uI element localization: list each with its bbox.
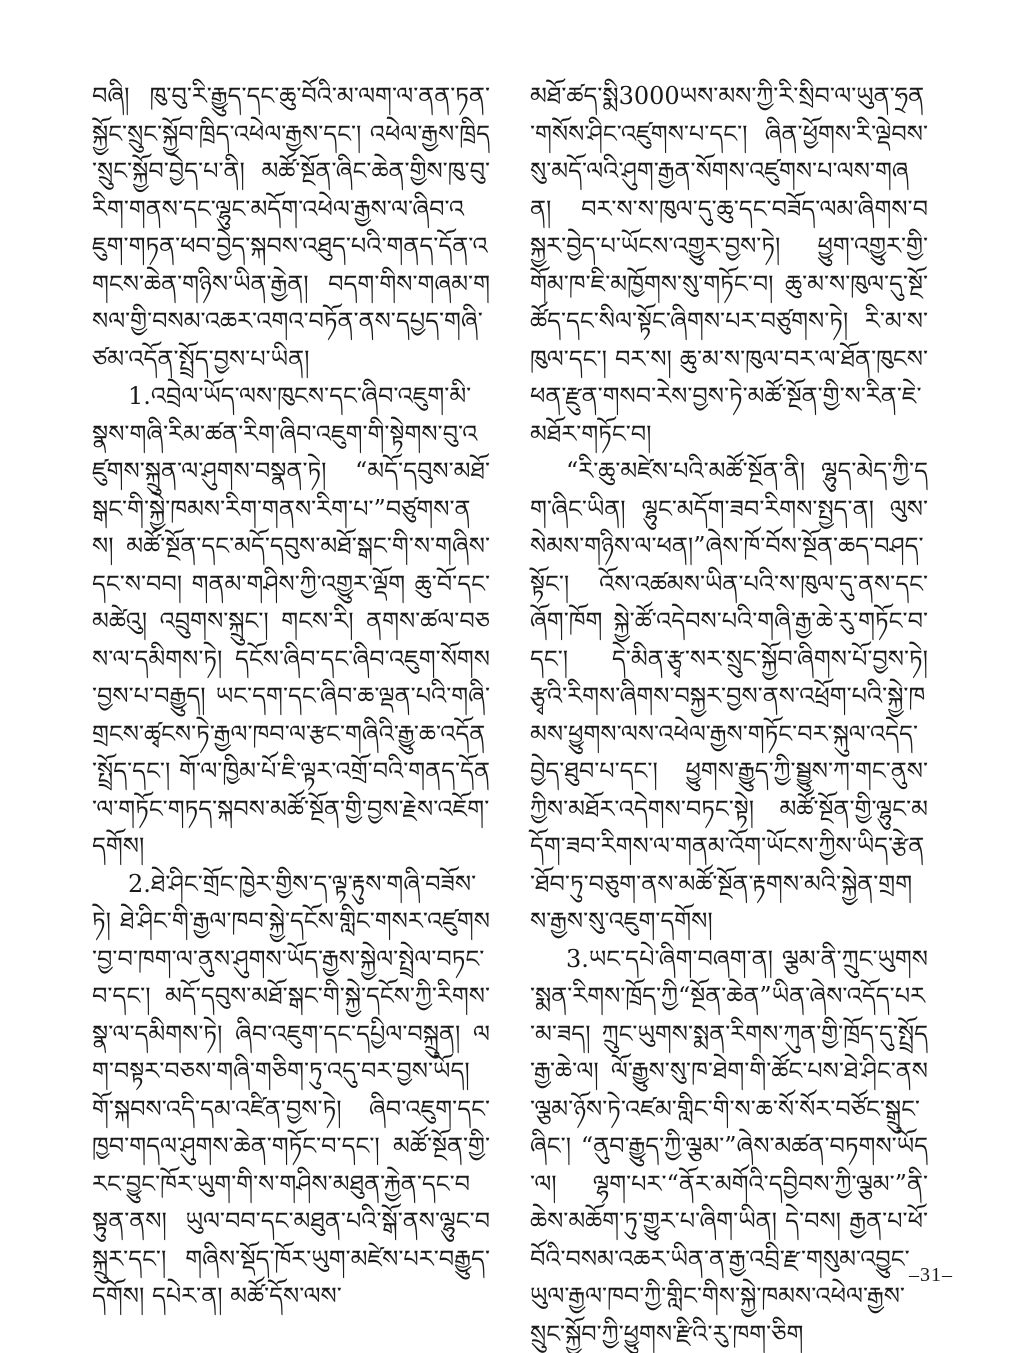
paragraph: བཞི། ཁུ་བུ་རི་རྒྱུད་དང་ཆུ་བོའི་མ་ལག་ལ་ནན་ཏན་སྐྱོང་སྲུང་སྐྱོབ་ཁྲིད་འཕེལ་རྒྱས་དང་། འཕེལ་རྒྱས་ཁྲིད་སྲུང་སྐྱོབ་བྱེད་པ་ནི། མཚོ་སྔོན་ཞིང་ཆེན་གྱིས་ཁུ་བུ་རིག་གནས་དང་ལྷུང་མདོག་འཕེལ་རྒྱས་ལ་ཞིབ་འཇུག་གཏན་ཕབ་བྱེད་སྐབས་འཐུད་པའི་གནད་དོན་འགངས་ཆེན་གཉིས་ཡིན་རྒྱེན། བདག་གིས་གཞམ་གསལ་གྱི་བསམ་འཆར་འགའ་བཏོན་ནས་དཔྱད་གཞི་ཙམ་འདོན་སྤྲོད་བྱས་པ་ཡིན། xyxy=(92,78,490,378)
left-column xyxy=(92,78,490,1316)
paragraph: མཐོ་ཚད་སྨི3000ཡས་མས་ཀྱི་རི་སྲིབ་ལ་ཡུན་ཧྲན་གསོས་ཤིང་འཛུགས་པ་དང་། ཞིན་ཕྱོགས་རི་ལྡེབས་སུ་མདོ་ལའི་ཤུག་རྒྱན་སོགས་འཛུགས་པ་ལས་གཞན། བར་ས་ས་ཁུལ་དུ་ཆུ་དང་བཟོད་ལམ་ཞིགས་བསྐྱར་བྱེད་པ་ཡོངས་འགྱུར་བྱས་ཏེ། ཕྱུག་འགྱུར་གྱི་གོམ་ཁ་ཇི་མཁྱོགས་སུ་གཏོང་བ། ཆུ་མ་ས་ཁུལ་དུ་སྔོ་ཚོད་དང་སིལ་སྟོང་ཞིགས་པར་བཙུགས་ཏེ། རི་མ་ས་ཁུལ་དང་། བར་ས། ཆུ་མ་ས་ཁུལ་བར་ལ་ཐོན་ཁུངས་ཕན་རྫུན་གསབ་རེས་བྱས་ཏེ་མཚོ་སྔོན་གྱི་ས་རིན་ཇེ་མཐོར་གཏོང་བ། xyxy=(530,78,928,453)
paragraph: 3.ཡང་དཔེ་ཞིག་བཞག་ན། ལྕམ་ནི་ཀྲུང་ཡུགས་སྨན་རིགས་ཁྲོད་ཀྱི“སྔོན་ཆེན”ཡིན་ཞེས་འདོད་པར་མ་ཟད། ཀྲུང་ཡུགས་སྨན་རིགས་ཀུན་གྱི་ཁྲོད་དུ་སྤྲོད་རྒྱ་ཆེ་ལ། ལོ་རྒྱུས་སུ་ཁ་ཐེག་གི་ཚོང་པས་ཐེ་ཤིང་ནས་ལྕམ་ཉོས་ཏེ་འཛམ་གླིང་གི་ས་ཆ་སོ་སོར་བཙོང་སྒྲུང་ཞིང་། “ནུབ་རྒྱུད་ཀྱི་ལྕམ་”ཞེས་མཚན་བཏགས་ཡོད་ལ། ལྷག་པར་“ནོར་མགོའི་དབྱིབས་ཀྱི་ལྕམ་”ནི་ཆེས་མཆོག་ཏུ་གྱུར་པ་ཞིག་ཡིན། དེ་བས། རྒྱན་པ་ཕོ་བོའི་བསམ་འཆར་ཡིན་ན་རྒྱ་འབྲི་རྫ་གསུམ་འབྱུང་ཡུལ་རྒྱལ་ཁབ་ཀྱི་གླིང་གིས་སྐྱེ་ཁམས་འཕེལ་རྒྱས་སྲུང་སྐྱོབ་ཀྱི་ཕྱུགས་རྫིའི་རུ་ཁག་ཅིག xyxy=(530,941,928,1353)
paragraph: “རི་ཆུ་མཛེས་པའི་མཚོ་སྔོན་ནི། ལྷུད་མེད་ཀྱི་དག་ཞིང་ཡིན། ལྷུང་མདོག་ཟབ་རིགས་སྤྱད་ན། ལུས་སེམས་གཉིས་ལ་ཕན།”ཞེས་ཁོ་བོས་སྔོན་ཆད་བཤད་སྟོང་། འོས་འཚམས་ཡིན་པའི་ས་ཁུལ་དུ་ནས་དང་ཞོག་ཁོག སྐྱེ་ཚོ་འདེབས་པའི་གཞི་རྒྱ་ཆེ་རུ་གཏོང་བ་དང་། དེ་མིན་རྩྭ་སར་སྲུང་སྐྱོབ་ཞིགས་པོ་བྱས་ཏེ། རྩྭའི་རིགས་ཞིགས་བསྐྱར་བྱས་ནས་འཕྲོག་པའི་སྐྱེ་ཁམས་ཕྱུགས་ལས་འཕེལ་རྒྱས་གཏོང་བར་སྐུལ་འདེད་བྱེད་ཐུབ་པ་དང་། ཕྱུགས་རྒྱུད་ཀྱི་སྦྱུས་ཀ་གང་ནུས་ཀྱིས་མཐོར་འདེགས་བཏང་སྟེ། མཚོ་སྔོན་གྱི་ལྷུང་མདོག་ཟབ་རིགས་ལ་གནམ་འོག་ཡོངས་ཀྱིས་ཡིད་རྩེན་ཐོབ་ཏུ་བཅུག་ནས་མཚོ་སྔོན་རྟགས་མའི་སྐྱེན་གྲགས་རྒྱས་སུ་འཇུག་དགོས། xyxy=(530,453,928,941)
right-column xyxy=(530,78,928,1353)
paragraph: 2.ཐེ་ཤིང་གྲོང་ཁྱེར་གྱིས་ད་ལྟ་རྟུས་གཞི་བཟོས་ཏེ། ཐེ་ཤིང་གི་རྒྱལ་ཁབ་སྐྱེ་དངོས་གླིང་གསར་འཛུགས་བྱ་བ་ཁག་ལ་ནུས་ཤུགས་ཡོད་རྒྱས་སྐྱེལ་སྤྲེལ་བཏང་བ་དང་། མདོ་དབུས་མཐོ་སྒང་གི་སྐྱེ་དངོས་ཀྱི་རིགས་སྣ་ལ་དམིགས་ཏེ། ཞིབ་འཇུག་དང་དཔྱིལ་བསྐྲུན། ལག་བསྟར་བཅས་གཞི་གཅིག་ཏུ་འདུ་བར་བྱས་ཡོད། གོ་སྐབས་འདི་དམ་འཛིན་བྱས་ཏེ། ཞིབ་འཇུག་དང་ཁྱབ་གདལ་ཤུགས་ཆེན་གཏོང་བ་དང་། མཚོ་སྔོན་གྱི་རང་བྱུང་ཁོར་ཡུག་གི་ས་གཤིས་མཐུན་རྐྱེན་དང་བསྟུན་ནས། ཡུལ་བབ་དང་མཐུན་པའི་སྒོ་ནས་ལྷུང་བསྐྲུར་དང་། གཞིས་སྡོད་ཁོར་ཡུག་མཛེས་པར་བརྒྱུད་དགོས། དཔེར་ན། མཚོ་དོས་ལས་ xyxy=(92,866,490,1316)
page-number: –31– xyxy=(909,1264,953,1287)
paragraph: 1.འབྲེལ་ཡོད་ལས་ཁུངས་དང་ཞིབ་འཇུག་མི་སྣས་གཞི་རིམ་ཚན་རིག་ཞིབ་འཇུག་གི་སྟེགས་བུ་འཛུགས་སྐྲུན་ལ་ཤུགས་བསྣན་ཏེ། “མདོ་དབུས་མཐོ་སྒང་གི་སྐྱེ་ཁམས་རིག་གནས་རིག་པ་”བཙུགས་ནས། མཚོ་སྔོན་དང་མདོ་དབུས་མཐོ་སྒང་གི་ས་གཞིས་དང་ས་བབ། གནམ་གཤིས་ཀྱི་འགྱུར་ལྡོག ཆུ་བོ་དང་མཚེའུ། འབྲུགས་སྐྲུང་། གངས་རི། ནགས་ཚལ་བཅས་ལ་དམིགས་ཏེ། དངོས་ཞིབ་དང་ཞིབ་འཇུག་སོགས་བྱས་པ་བརྒྱུད། ཡང་དག་དང་ཞིབ་ཆ་ལྡན་པའི་གཞི་གྲངས་ཚྭངས་ཏེ་རྒྱལ་ཁབ་ལ་རྩང་གཞིའི་རྒྱུ་ཆ་འདོན་སྤྲོད་དང་། གོ་ལ་ཁྱིམ་པོ་ཇི་ལྟར་འགྲོ་བའི་གནད་དོན་ལ་གཏོང་གཏད་སྐབས་མཚོ་སྔོན་གྱི་བྱས་རྗེས་འཇོག་དགོས། xyxy=(92,378,490,866)
